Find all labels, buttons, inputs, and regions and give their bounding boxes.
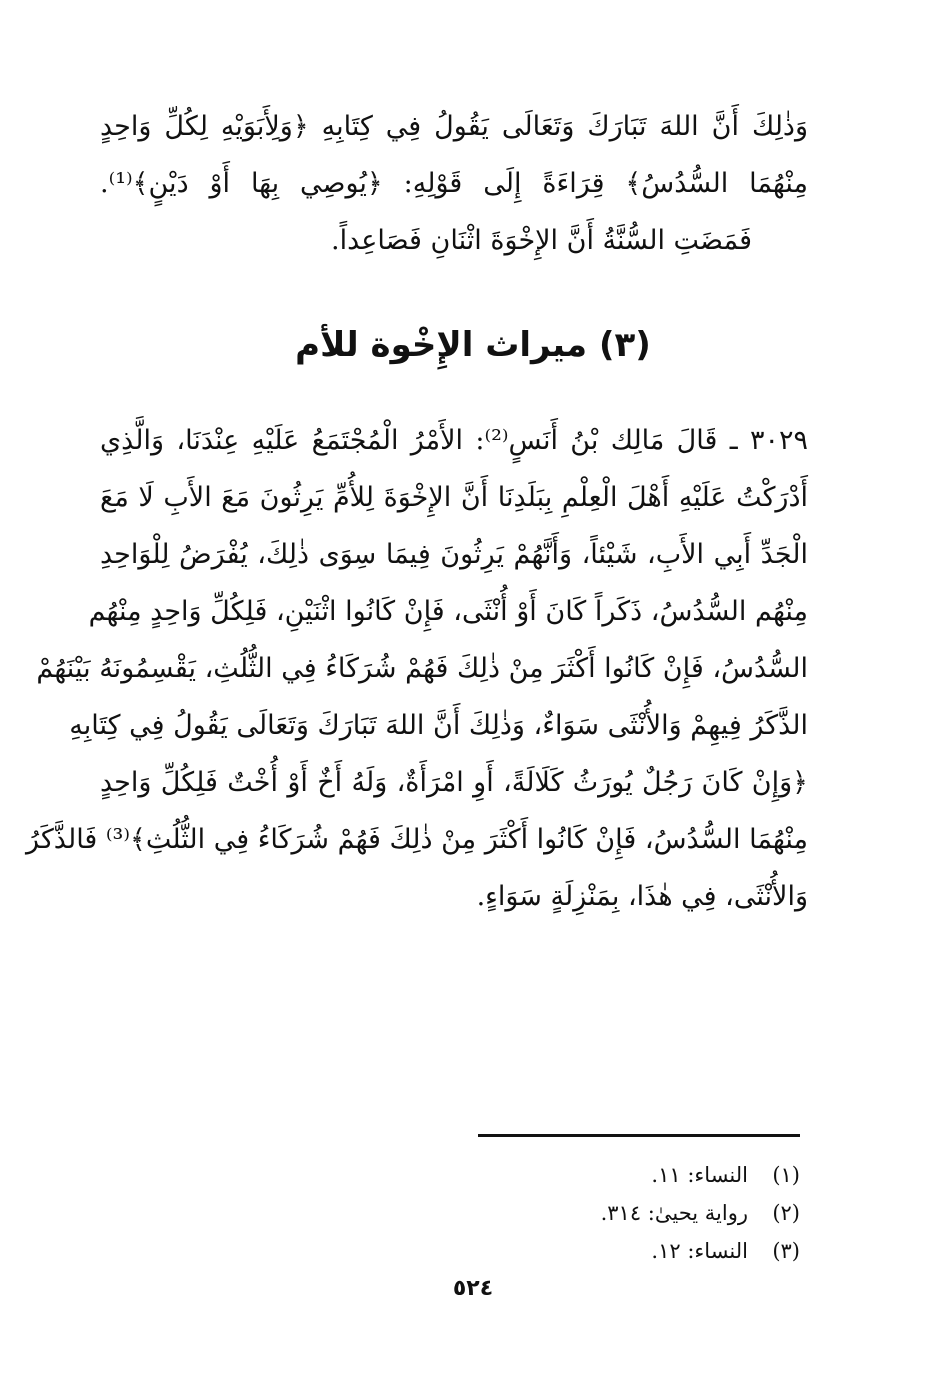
body-line-6: الذَّكَرُ فِيهِمْ وَالأُنْثَى سَوَاءٌ، وَذٰلِكَ أَنَّ اللهَ تَبَارَكَ وَتَعَالَى يَقُولُ فِي كِتَابِهِ	[69, 710, 808, 741]
body-line-5: السُّدُسُ، فَإِنْ كَانُوا أَكْثَرَ مِنْ ذٰلِكَ فَهُمْ شُرَكَاءُ فِي الثُّلُثِ، يَقْسِمُونَهُ بَيْنَهُمْ	[36, 653, 808, 684]
footnote-text: رواية يحيىٰ: ٣١٤.	[600, 1201, 748, 1225]
body-line-3: الْجَدِّ أَبِي الأَبِ، شَيْئاً، وَأَنَّهُمْ يَرِثُونَ فِيمَا سِوَى ذٰلِكَ، يُفْرَضُ لِلْوَاحِدِ	[100, 539, 808, 570]
intro-line-2: مِنْهُمَا السُّدُسُ﴾ قِرَاءَةً إِلَى قَوْلِهِ: ﴿يُوصِي بِهَا أَوْ دَيْنٍ﴾⁽¹⁾.	[100, 168, 808, 199]
body-line-2: أَدْرَكْتُ عَلَيْهِ أَهْلَ الْعِلْمِ بِبَلَدِنَا أَنَّ الإِخْوَةَ لِلأُمِّ يَرِثُونَ مَعَ الأَبِ لَا مَعَ	[100, 482, 808, 513]
body-line-9: وَالأُنْثَى، فِي هٰذَا، بِمَنْزِلَةٍ سَوَاءٍ.	[476, 881, 808, 912]
footnote-3	[400, 1232, 800, 1270]
footnotes-list	[400, 1156, 800, 1270]
footnote-number: (١)	[772, 1163, 800, 1187]
footnote-number: (٢)	[772, 1201, 800, 1225]
body-line-4: مِنْهُم السُّدُسُ، ذَكَراً كَانَ أَوْ أُنْثَى، فَإِنْ كَانُوا اثْنَيْنِ، فَلِكُلِّ وَاحِدٍ مِنْهُم	[88, 596, 808, 627]
intro-paragraph	[100, 98, 808, 269]
body-line-8: مِنْهُمَا السُّدُسُ، فَإِنْ كَانُوا أَكْثَرَ مِنْ ذٰلِكَ فَهُمْ شُرَكَاءُ فِي الثُّلُثِ﴾⁽³⁾ فَالذَّكَرُ	[26, 824, 808, 855]
section-heading: (٣) ميراث الإِخْوة للأم	[295, 325, 651, 365]
body-line-1: ٣٠٢٩ ـ قَالَ مَالِك بْنُ أَنَسٍ⁽²⁾: الأَمْرُ الْمُجْتَمَعُ عَلَيْهِ عِنْدَنَا، وَالَّذِي	[100, 425, 808, 456]
footnote-1	[400, 1156, 800, 1194]
footnote-text: النساء: ١٢.	[651, 1239, 748, 1263]
intro-line-1: وَذٰلِكَ أَنَّ اللهَ تَبَارَكَ وَتَعَالَى يَقُولُ فِي كِتَابِهِ ﴿وَلِأَبَوَيْهِ لِكُلِّ وَاحِدٍ	[100, 111, 808, 142]
footnote-divider	[478, 1134, 800, 1137]
footnote-text: النساء: ١١.	[651, 1163, 748, 1187]
hadith-paragraph	[26, 412, 808, 925]
body-line-7: ﴿وَإِنْ كَانَ رَجُلٌ يُورَثُ كَلَالَةً، أَوِ امْرَأَةٌ، وَلَهُ أَخٌ أَوْ أُخْتٌ فَلِكُلِّ وَاحِدٍ	[100, 767, 808, 798]
page-number: ٥٢٤	[452, 1276, 494, 1301]
footnote-2	[400, 1194, 800, 1232]
intro-line-3: فَمَضَتِ السُّنَّةُ أَنَّ الإِخْوَةَ اثْنَانِ فَصَاعِداً.	[331, 225, 752, 256]
footnote-number: (٣)	[772, 1239, 800, 1263]
